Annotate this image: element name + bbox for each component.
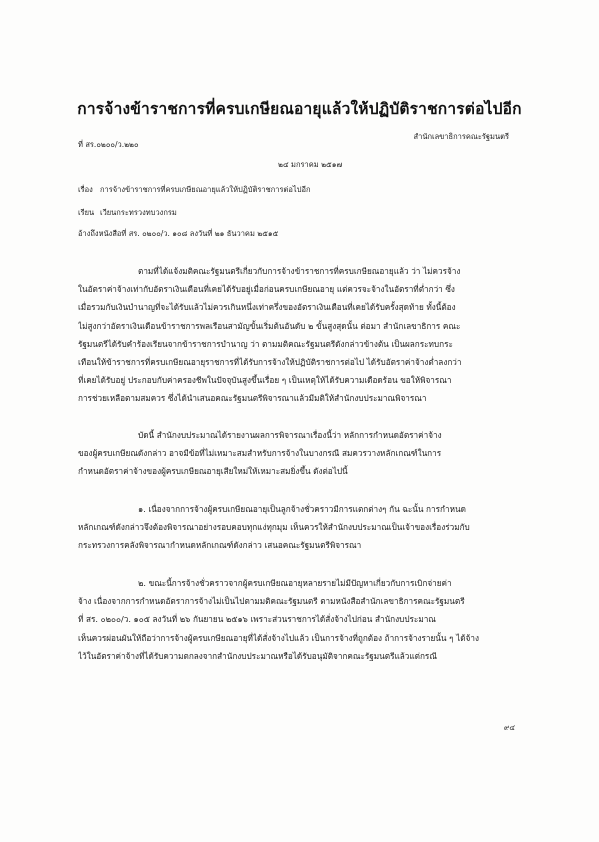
subject-line xyxy=(78,184,311,196)
paragraph-line: ๑. เนื่องจากการจ้างผู้ครบเกษียณอายุเป็นลูกจ้างชั่วคราวมีการแตกต่างๆ กัน ฉะนั้น การกำหนด xyxy=(138,504,466,514)
paragraph-line: เทือนให้ข้าราชการที่ครบเกษียณอายุราชการที่ได้รับการจ้างให้ปฏิบัติราชการต่อไป ได้รับอัตราค่าจ้างต่ำลงกว่า xyxy=(78,357,462,368)
paragraph-line: เมื่อรวมกับเงินบำนาญที่จะได้รับแล้วไม่ควรเกินหนึ่งเท่าครึ่งของอัตราเงินเดือนที่เคยได้รับครั้งสุดท้าย ทั้งนี้ต้อง xyxy=(78,302,456,313)
paragraph-line: ไม่สูงกว่าอัตราเงินเดือนข้าราชการพลเรือนสามัญขั้นเริ่มต้นอันดับ ๒ ขั้นสูงสุดนั้น ต่อมา สำนักเลขาธิการ คณะ xyxy=(78,320,461,331)
paragraph-line: ไว้ในอัตราค่าจ้างที่ได้รับความตกลงจากสำนักงบประมาณหรือได้รับอนุมัติจากคณะรัฐมนตรีแล้วแต่กรณี xyxy=(78,650,437,661)
paragraph-line: ตามที่ได้แจ้งมติคณะรัฐมนตรีเกี่ยวกับการจ้างข้าราชการที่ครบเกษียณอายุแล้ว ว่า ไม่ควรจ้าง xyxy=(138,266,461,276)
paragraph-line: การช่วยเหลือตามสมควร ซึ่งได้นำเสนอคณะรัฐมนตรีพิจารณาแล้วมีมติให้สำนักงบประมาณพิจารณา xyxy=(78,393,427,404)
paragraph-line: ที่เคยได้รับอยู่ ประกอบกับค่าครองชีพในปัจจุบันสูงขึ้นเรื่อย ๆ เป็นเหตุให้ได้รับความเดือดร้อน ขอให้พิจารณา xyxy=(78,375,452,386)
paragraph-line: หลักเกณฑ์ดังกล่าวจึงต้องพิจารณาอย่างรอบคอบทุกแง่ทุกมุม เห็นควรให้สำนักงบประมาณเป็นเจ้าของเรื่องร่วมกับ xyxy=(78,522,470,533)
paragraph-line: กระทรวงการคลังพิจารณากำหนดหลักเกณฑ์ดังกล่าว เสนอคณะรัฐมนตรีพิจารณา xyxy=(78,540,362,551)
paragraph-2 xyxy=(78,426,540,481)
paragraph-item-2 xyxy=(78,574,540,665)
paragraph-line: จ้าง เนื่องจากการกำหนดอัตราการจ้างไม่เป็นไปตามมติคณะรัฐมนตรี ตามหนังสือสำนักเลขาธิการคณะรัฐมนตรี xyxy=(78,596,465,607)
issuer-name: สำนักเลขาธิการคณะรัฐมนตรี xyxy=(413,132,509,141)
to-line xyxy=(78,207,177,219)
to-label: เรียน xyxy=(78,208,95,217)
paragraph-item-1 xyxy=(78,500,540,555)
paragraph-line: ๒. ขณะนี้การจ้างชั่วคราวจากผู้ครบเกษียณอายุหลายรายไม่มีปัญหาเกี่ยวกับการเบิกจ่ายค่า xyxy=(138,578,452,588)
subject-label: เรื่อง xyxy=(78,185,93,194)
paragraph-line: เห็นควรผ่อนผันให้ถือว่าการจ้างผู้ครบเกษียณอายุที่ได้สั่งจ้างไปแล้ว เป็นการจ้างที่ถูกต้อง ถ้าการจ้างรายนั้น ๆ ได้จ้าง xyxy=(78,632,479,643)
document-title: การจ้างข้าราชการที่ครบเกษียณอายุแล้วให้ปฏิบัติราชการต่อไปอีก xyxy=(77,99,522,118)
paragraph-line: ของผู้ครบเกษียณดังกล่าว อาจมีข้อที่ไม่เหมาะสมสำหรับการจ้างในบางกรณี สมควรวางหลักเกณฑ์ในการ xyxy=(78,448,442,459)
document-date: ๒๔ มกราคม ๒๕๑๗ xyxy=(278,160,343,169)
reference-number: ที่ สร.๐๒๐๐/ว.๒๒๐ xyxy=(78,140,139,149)
paragraph-line: ที่ สร. ๐๒๐๐/ว. ๑๐๕ ลงวันที่ ๒๖ กันยายน ๒๕๑๖ เพราะส่วนราชการได้สั่งจ้างไปก่อน สำนักงบประมาณ xyxy=(78,614,436,625)
to-text: เวียนกระทรวงทบวงกรม xyxy=(100,208,177,217)
paragraph-line: ในอัตราค่าจ้างเท่ากับอัตราเงินเดือนที่เคยได้รับอยู่เมื่อก่อนครบเกษียณอายุ แต่ควรจะจ้างในอัตราที่ต่ำกว่า ซึ่ง xyxy=(78,284,455,295)
paragraph-1 xyxy=(78,262,540,408)
cite-line: อ้างถึงหนังสือที่ สร. ๐๒๐๐/ว. ๑๐๘ ลงวันที่ ๒๑ ธันวาคม ๒๕๑๕ xyxy=(78,229,279,238)
paragraph-line: บัดนี้ สำนักงบประมาณได้รายงานผลการพิจารณาเรื่องนี้ว่า หลักการกำหนดอัตราค่าจ้าง xyxy=(138,430,442,440)
paragraph-line: รัฐมนตรีได้รับคำร้องเรียนจากข้าราชการบำนาญ ว่า ตามมติคณะรัฐมนตรีดังกล่าวข้างต้น เป็นผลกระทบกระ xyxy=(78,338,453,349)
subject-text: การจ้างข้าราชการที่ครบเกษียณอายุแล้วให้ปฏิบัติราชการต่อไปอีก xyxy=(100,185,311,194)
paragraph-line: กำหนดอัตราค่าจ้างของผู้ครบเกษียณอายุเสียใหม่ให้เหมาะสมยิ่งขึ้น ดังต่อไปนี้ xyxy=(78,466,348,477)
page-number: ๙๔ xyxy=(503,723,515,732)
